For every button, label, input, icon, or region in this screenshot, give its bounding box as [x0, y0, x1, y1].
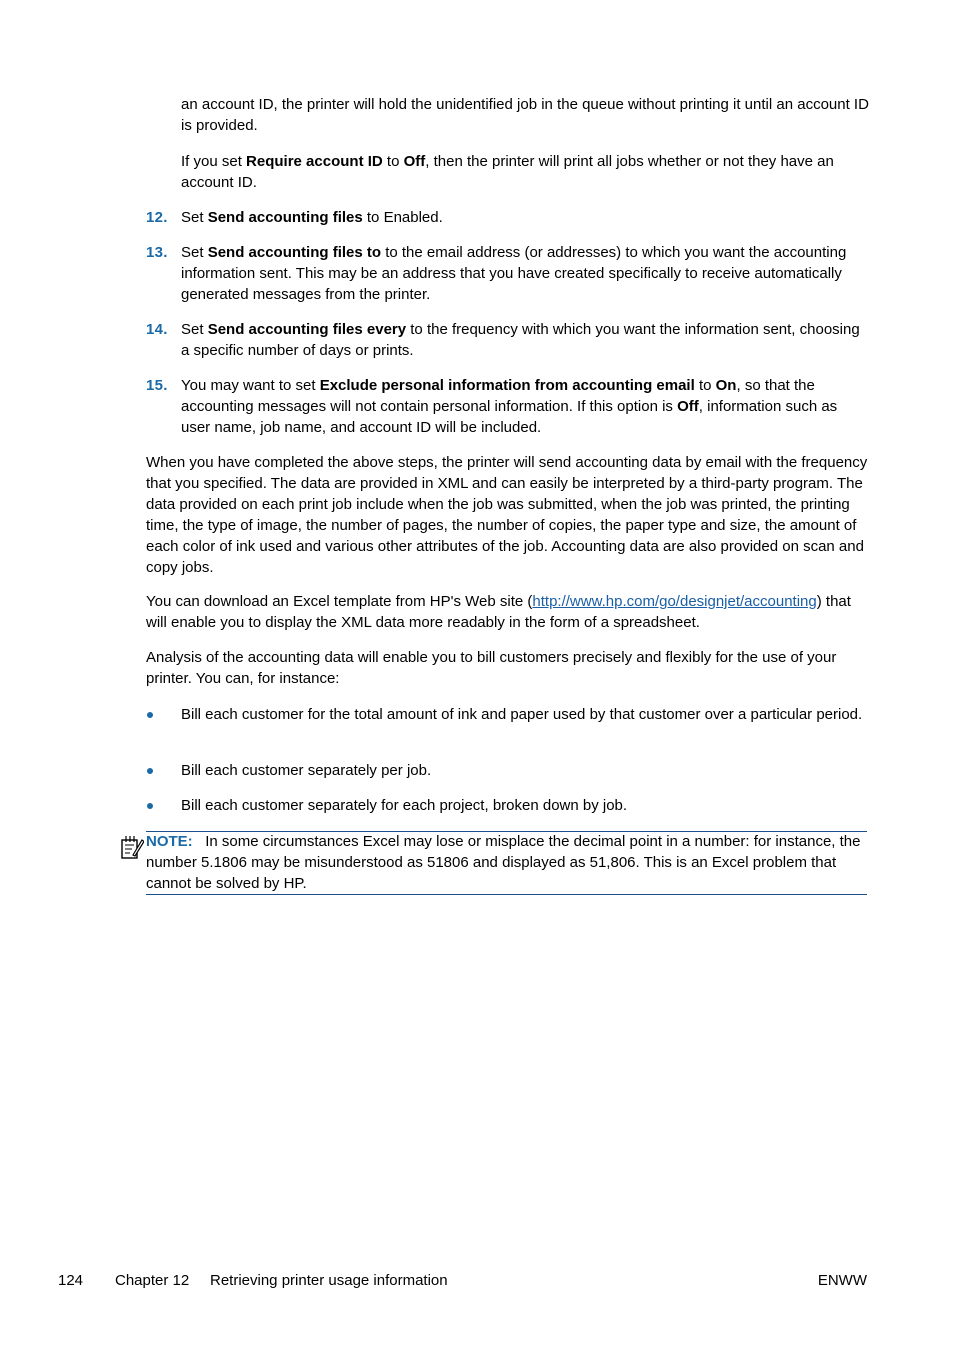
continuation-text: an account ID, the printer will hold the unidentified job in the queue without printing it until an account ID is provided. [181, 96, 869, 134]
locale-code: ENWW [817, 1272, 867, 1289]
step-number: 15. [146, 377, 168, 394]
require-account-id-text: If you set Require account ID to Off, then the printer will print all jobs whether or not they have an account ID. [181, 153, 834, 191]
list-item: Bill each customer separately for each project, broken down by job. [181, 797, 628, 814]
bullet-dot [147, 768, 153, 774]
hp-accounting-link[interactable]: http://www.hp.com/go/designjet/accounting [532, 593, 817, 610]
list-item: Bill each customer separately per job. [181, 762, 432, 779]
note-label: NOTE: [146, 833, 193, 850]
accounting-summary-paragraph: When you have completed the above steps, the printer will send accounting data by email with the frequency that you specified. The data are provided in XML and can easily be interpreted by a third-party program. The data provided on each print job include when the job was submitted, when the job was printed, the printing time, the type of image, the number of pages, the number of copies, the paper type and size, the amount of each color of ink used and various other attributes of the job. Accounting data are also provided on scan and copy jobs. [146, 454, 868, 576]
page-number: 124 [58, 1272, 84, 1289]
excel-template-paragraph: You can download an Excel template from HP's Web site (http://www.hp.com/go/designjet/accounting) that will enable you to display the XML data more readably in the form of a spreadsheet. [146, 593, 851, 631]
step-text: Set Send accounting files to Enabled. [181, 209, 443, 226]
note-text: NOTE: In some circumstances Excel may lose or misplace the decimal point in a number: for instance, the number 5.1806 may be misunderstood as 51806 and displayed as 51,806. This is an Excel problem that cannot be solved by HP. [146, 833, 861, 892]
chapter-label: Chapter 12 [115, 1272, 190, 1289]
note-bottom-rule [146, 894, 867, 895]
step-number: 14. [146, 321, 168, 338]
list-item: Bill each customer for the total amount of ink and paper used by that customer over a particular period. [181, 706, 863, 723]
step-text: Set Send accounting files every to the frequency with which you want the information sent, choosing a specific number of days or prints. [181, 321, 860, 359]
bullet-dot [147, 803, 153, 809]
step-text: You may want to set Exclude personal information from accounting email to On, so that the accounting messages will not contain personal information. If this option is Off, information such as user name, job name, and account ID will be included. [181, 377, 838, 436]
step-text: Set Send accounting files to to the email address (or addresses) to which you want the accounting information sent. This may be an address that you have created specifically to receive automatically generated messages from the printer. [181, 244, 847, 303]
step-number: 13. [146, 244, 168, 261]
note-icon [120, 834, 144, 860]
analysis-paragraph: Analysis of the accounting data will enable you to bill customers precisely and flexibly for the use of your printer. You can, for instance: [146, 649, 837, 687]
chapter-title: Retrieving printer usage information [210, 1272, 448, 1289]
bullet-dot [147, 712, 153, 718]
step-number: 12. [146, 209, 168, 226]
